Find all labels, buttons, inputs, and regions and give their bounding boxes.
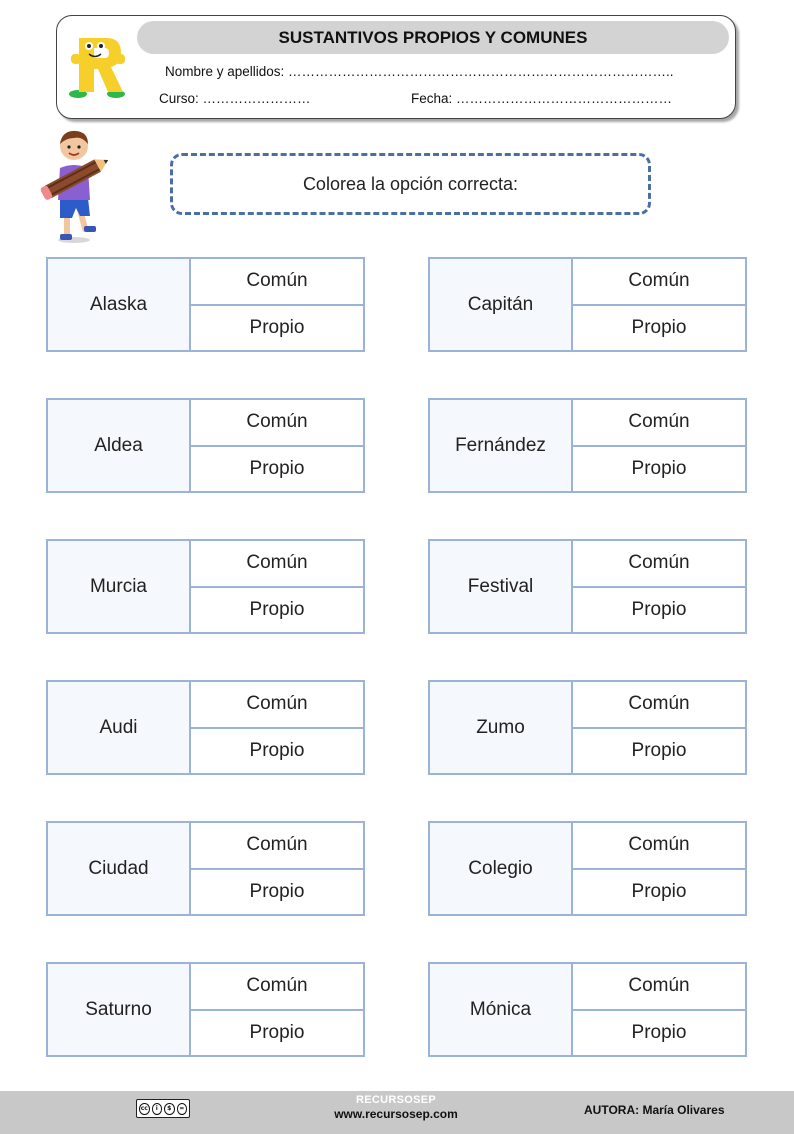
word-card — [46, 962, 365, 1057]
option-proper[interactable]: Propio — [191, 1009, 363, 1056]
kid-with-pencil-illustration — [36, 126, 118, 246]
word-label: Audi — [48, 682, 191, 773]
option-proper[interactable]: Propio — [573, 727, 745, 774]
word-label: Alaska — [48, 259, 191, 350]
option-common[interactable]: Común — [246, 693, 308, 715]
header-box — [56, 15, 736, 119]
word-card — [428, 962, 747, 1057]
word-label: Aldea — [48, 400, 191, 491]
option-common[interactable]: Común — [628, 270, 690, 292]
word-card — [428, 257, 747, 352]
word-label: Ciudad — [48, 823, 191, 914]
date-field-label: Fecha: ………………………………………… — [411, 91, 673, 106]
word-label: Mónica — [430, 964, 573, 1055]
option-proper[interactable]: Propio — [573, 868, 745, 915]
word-card — [46, 821, 365, 916]
instruction-text: Colorea la opción correcta: — [302, 173, 519, 194]
word-card — [46, 398, 365, 493]
footer-author: AUTORA: María Olivares — [584, 1103, 725, 1117]
option-proper[interactable]: Propio — [573, 1009, 745, 1056]
instruction-box — [170, 153, 651, 215]
option-common[interactable]: Común — [246, 411, 308, 433]
logo-r-mascot-icon — [61, 34, 129, 98]
option-proper[interactable]: Propio — [191, 727, 363, 774]
word-label: Festival — [430, 541, 573, 632]
option-common[interactable]: Común — [246, 270, 308, 292]
word-label: Zumo — [430, 682, 573, 773]
course-field-label: Curso: …………………… — [159, 91, 311, 106]
word-card — [428, 398, 747, 493]
option-common[interactable]: Común — [628, 975, 690, 997]
option-common[interactable]: Común — [628, 411, 690, 433]
footer-bar — [0, 1091, 794, 1134]
option-proper[interactable]: Propio — [191, 304, 363, 351]
word-card — [428, 539, 747, 634]
word-label: Saturno — [48, 964, 191, 1055]
word-card — [428, 680, 747, 775]
option-proper[interactable]: Propio — [573, 586, 745, 633]
word-card — [46, 680, 365, 775]
word-label: Fernández — [430, 400, 573, 491]
word-card — [428, 821, 747, 916]
word-label: Colegio — [430, 823, 573, 914]
option-proper[interactable]: Propio — [573, 445, 745, 492]
option-proper[interactable]: Propio — [191, 445, 363, 492]
word-label: Capitán — [430, 259, 573, 350]
footer-website-link[interactable]: www.recursosep.com — [334, 1107, 458, 1121]
word-card — [46, 539, 365, 634]
option-common[interactable]: Común — [628, 552, 690, 574]
option-common[interactable]: Común — [246, 975, 308, 997]
option-proper[interactable]: Propio — [191, 586, 363, 633]
name-field-label: Nombre y apellidos: ………………………………………………………………………….. — [165, 64, 674, 79]
option-common[interactable]: Común — [246, 552, 308, 574]
word-label: Murcia — [48, 541, 191, 632]
worksheet-title: SUSTANTIVOS PROPIOS Y COMUNES — [137, 21, 729, 54]
footer-brand: RECURSOSEP — [355, 1094, 437, 1106]
option-proper[interactable]: Propio — [573, 304, 745, 351]
option-common[interactable]: Común — [246, 834, 308, 856]
creative-commons-license-icon[interactable]: cc i $ = — [136, 1099, 190, 1118]
option-proper[interactable]: Propio — [191, 868, 363, 915]
option-common[interactable]: Común — [628, 693, 690, 715]
word-card — [46, 257, 365, 352]
option-common[interactable]: Común — [628, 834, 690, 856]
